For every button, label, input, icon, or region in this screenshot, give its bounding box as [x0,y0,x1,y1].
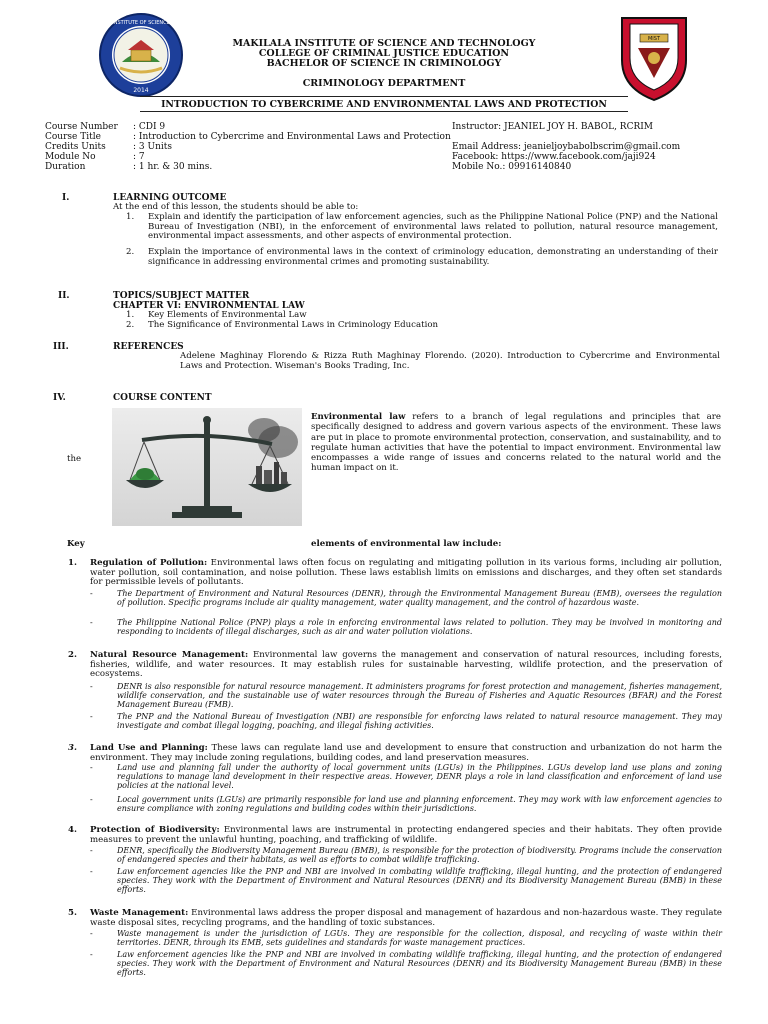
element-bullet: - DENR is also responsible for natural resource management. It administers programs for forest protection and management, fisheries management, wildlife conservation, and the sustainable use of water resources through the Bureau of Fisheries and Aquatic Resources (BFAR) and the Forest Management Bureau (FMB). [90,682,722,709]
info-value: : CDI 9 [133,122,166,132]
element-text: These laws can regulate land use and development to ensure that construction and urbanization do not harm the environment. They may include zoning regulations, building codes, and land preservation measures. [90,743,722,763]
environmental-law-definition [311,412,721,474]
element-bullet: - Land use and planning fall under the authority of local government units (LGUs) in the Philippines. LGUs develop land use plans and zoning regulations to manage land development in their respective areas. However, DENR plays a role in land classification and enforcement of land use policies at the national level. [90,763,722,790]
info-value: : 1 hr. & 30 mins. [133,162,213,172]
section-intro: At the end of this lesson, the students should be able to: [113,202,359,212]
institute-name: MAKILALA INSTITUTE OF SCIENCE AND TECHNOLOGY [232,38,536,49]
element-text: Environmental laws address the proper disposal and management of hazardous and non-hazardous waste. They regulate waste disposal sites, recycling programs, and the handling of toxic substances. [90,908,722,928]
section-number: III. [53,342,69,352]
element-title: Waste Management: [90,908,189,918]
instructor-name: Instructor: JEANIEL JOY H. BABOL, RCRIM [452,122,654,132]
topic-item: 1. Key Elements of Environmental Law [126,310,307,320]
element-title: Land Use and Planning: [90,743,208,753]
justice-scale-image [112,408,302,526]
section-number: II. [58,291,70,301]
section-title: LEARNING OUTCOME [113,193,227,203]
element-text: Environmental laws often focus on regulating and mitigating pollution in its various forms, including air pollution, water pollution, soil contamination, and noise pollution. These laws establish limits on emissions and discharges, and they often set standards for permissible levels of pollutants. [90,558,722,588]
instructor-facebook: Facebook: https://www.facebook.com/jaji924 [452,152,656,162]
element-title: Natural Resource Management: [90,650,249,660]
section-title: TOPICS/SUBJECT MATTER [113,291,250,301]
info-label: Course Title [45,132,101,142]
element-bullet: - DENR, specifically the Biodiversity Management Bureau (BMB), is responsible for the protection of biodiversity. Programs include the conservation of endangered species and their habitats, as well as efforts to combat wildlife trafficking. [90,846,722,864]
instructor-email: Email Address: jeanieljoybabolbscrim@gmail.com [452,142,681,152]
key-element-item: 4. Protection of Biodiversity: Environmental laws are instrumental in protecting endangered species and their habitats. They often provide measures to prevent the unlawful hunting, poaching, and trafficking of wildlife. [68,825,722,845]
element-bullet: - Law enforcement agencies like the PNP and NBI are involved in combating wildlife trafficking, illegal hunting, and the protection of endangered species. They work with the Department of Environment and Natural Resources (DENR) and its Biodiversity Management Bureau (BMB) in these efforts. [90,867,722,894]
info-value: : Introduction to Cybercrime and Environmental Laws and Protection [133,132,451,142]
course-heading: INTRODUCTION TO CYBERCRIME AND ENVIRONMENTAL LAWS AND PROTECTION [161,99,607,110]
instructor-mobile: Mobile No.: 09916140840 [452,162,572,172]
department-name: CRIMINOLOGY DEPARTMENT [302,78,466,89]
learning-outcome-item: 1. Explain and identify the participation of law enforcement agencies, such as the Philippine National Police (PNP) and the National Bureau of Investigation (NBI), in the enforcement of environmental laws related to pollution, natural resource management, environmental impact assessments, and other aspects of environmental protection. [126,212,718,242]
element-title: Protection of Biodiversity: [90,825,220,835]
section-title: COURSE CONTENT [113,393,212,403]
element-bullet: - The Philippine National Police (PNP) plays a role in enforcing environmental laws related to pollution. They may be involved in monitoring and responding to incidents of illegal discharges, such as air and water pollution violations. [90,618,722,636]
definition-term: Environmental law [311,412,406,422]
element-bullet: - Local government units (LGUs) are primarily responsible for land use and planning enforcement. They may work with law enforcement agencies to ensure compliance with zoning regulations and building codes within their jurisdictions. [90,795,722,813]
key-label: Key [67,539,85,549]
element-bullet: - The Department of Environment and Natural Resources (DENR), through the Environmental Management Bureau (EMB), oversees the regulation of pollution. Specific programs include air quality management, water quality management, and the control of hazardous waste. [90,589,722,607]
college-name: COLLEGE OF CRIMINAL JUSTICE EDUCATION [258,48,510,59]
info-label: Credits Units [45,142,106,152]
info-label: Module No [45,152,96,162]
section-number: IV. [53,393,66,403]
element-bullet: - The PNP and the National Bureau of Investigation (NBI) are responsible for enforcing laws related to natural resource management. They may investigate and combat illegal logging, poaching, and illegal fishing activities. [90,712,722,730]
program-name: BACHELOR OF SCIENCE IN CRIMINOLOGY [266,58,502,69]
side-word: the [67,454,82,464]
info-label: Duration [45,162,86,172]
header-rule-bottom [140,111,628,112]
key-element-item: 1. Regulation of Pollution: Environmental laws often focus on regulating and mitigating pollution in its various forms, including air pollution, water pollution, soil contamination, and noise pollution. These laws establish limits on emissions and discharges, and they often set standards for permissible levels of pollutants. [68,558,722,588]
definition-text: refers to a branch of legal regulations and principles that are specifically designed to address and govern various aspects of the environment. These laws are put in place to promote environmental protection, conservation, and sustainability, and to regulate human activities that have the potential to impact environment. Environmental law encompasses a wide range of issues and concerns related to the natural world and the human impact on it. [311,412,721,474]
element-bullet: - Law enforcement agencies like the PNP and NBI are involved in combating wildlife trafficking, illegal hunting, and the protection of endangered species. They work with the Department of Environment and Natural Resources (DENR) and its Biodiversity Management Bureau (BMB) in these efforts. [90,950,722,977]
svg-text:2014: 2014 [133,87,149,94]
key-element-item: 5. Waste Management: Environmental laws address the proper disposal and management of hazardous and non-hazardous waste. They regulate waste disposal sites, recycling programs, and the handling of toxic substances. [68,908,722,928]
info-label: Course Number [45,122,118,132]
reference-citation: Adelene Maghinay Florendo & Rizza Ruth Maghinay Florendo. (2020). Introduction to Cybercrime and Environmental Laws and Protection. Wiseman's Books Trading, Inc. [180,351,720,371]
topic-item: 2. The Significance of Environmental Laws in Criminology Education [126,320,439,330]
section-title: REFERENCES [113,342,184,352]
learning-outcome-item: 2. Explain the importance of environmental laws in the context of criminology education, demonstrating an understanding of their significance in addressing environmental crimes and promoting sustainability. [126,247,718,267]
element-title: Regulation of Pollution: [90,558,208,568]
header-rule-top [140,96,628,97]
info-value: : 7 [133,152,145,162]
key-element-item: 2. Natural Resource Management: Environmental law governs the management and conservation of natural resources, including forests, fisheries, wildlife, and water resources. It may establish rules for sustainable harvesting, wildlife protection, and the preservation of ecosystems. [68,650,723,680]
svg-text:INSTITUTE OF SCIENCE: INSTITUTE OF SCIENCE [112,20,170,26]
key-elements-heading: elements of environmental law include: [311,539,502,549]
chapter-title: CHAPTER VI: ENVIRONMENTAL LAW [113,301,305,311]
section-number: I. [62,193,70,203]
svg-text:MIST: MIST [647,36,661,42]
element-bullet: - Waste management is under the jurisdiction of LGUs. They are responsible for the collection, disposal, and recycling of waste within their territories. DENR, through its EMB, sets guidelines and standards for waste management practices. [90,929,722,947]
element-text: Environmental law governs the management and conservation of natural resources, including forests, fisheries, wildlife, and water resources. It may establish rules for sustainable harvesting, wildlife protection, and the preservation of ecosystems. [90,650,723,680]
element-text: Environmental laws are instrumental in protecting endangered species and their habitats. They often provide measures to prevent the unlawful hunting, poaching, and trafficking of wildlife. [90,825,722,845]
info-value: : 3 Units [133,142,172,152]
key-element-item: 3. Land Use and Planning: These laws can regulate land use and development to ensure that construction and urbanization do not harm the environment. They may include zoning regulations, building codes, and land preservation measures. [68,743,722,763]
